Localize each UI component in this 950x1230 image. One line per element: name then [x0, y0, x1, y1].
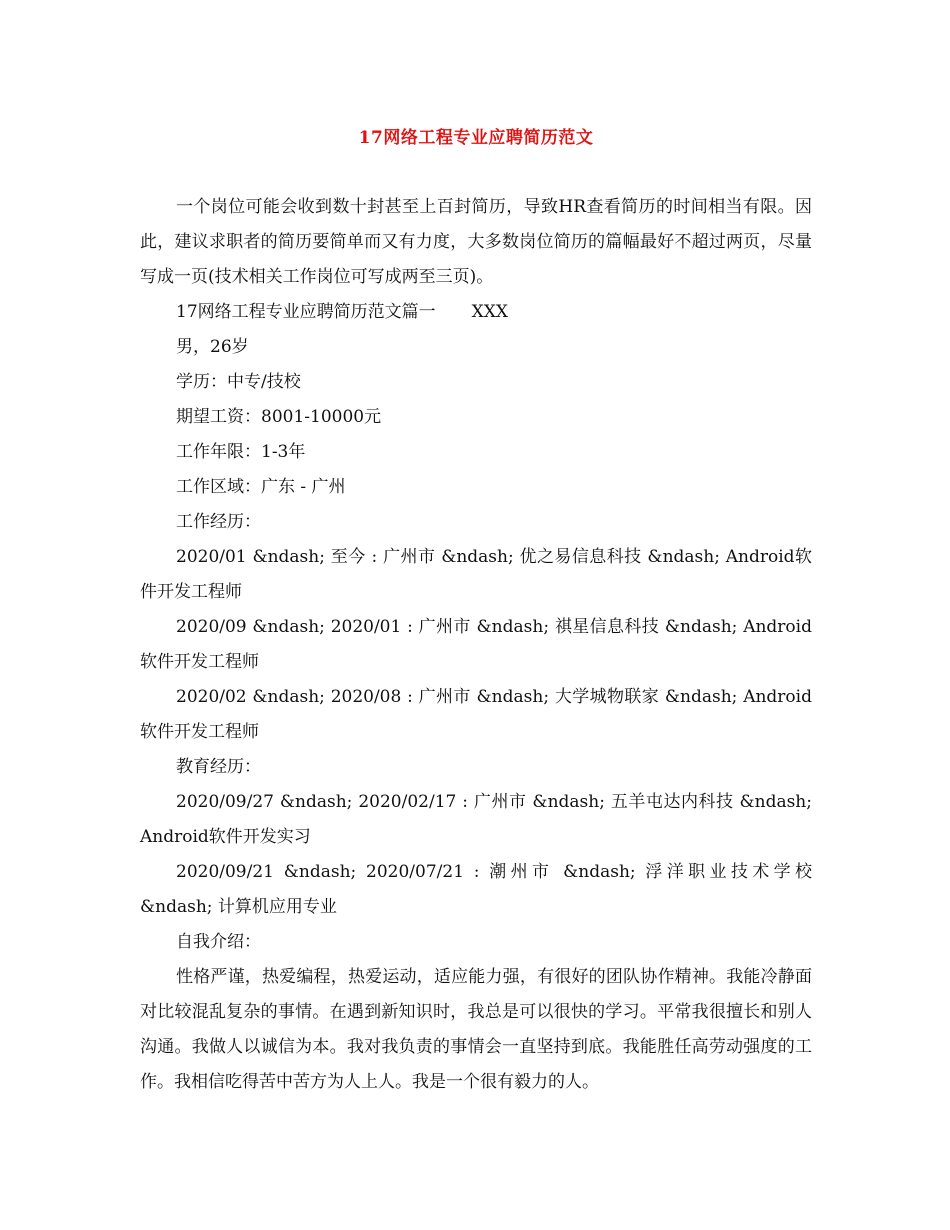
- work-history-item: 2020/02 &ndash; 2020/08 : 广州市 &ndash; 大学城物联家 &ndash; Android软件开发工程师: [140, 687, 812, 742]
- work-history-item: 2020/01 &ndash; 至今 : 广州市 &ndash; 优之易信息科技 &ndash; Android软件开发工程师: [140, 547, 812, 602]
- work-history-item: 2020/09 &ndash; 2020/01 : 广州市 &ndash; 祺星信息科技 &ndash; Android软件开发工程师: [140, 617, 812, 672]
- education-level: 学历：中专/技校: [176, 372, 301, 392]
- self-intro-paragraph: 性格严谨，热爱编程，热爱运动，适应能力强，有很好的团队协作精神。我能冷静面对比较混乱复杂的事情。在遇到新知识时，我总是可以很快的学习。平常我很擅长和别人沟通。我做人以诚信为本。我对我负责的事情会一直坚持到底。我能胜任高劳动强度的工作。我相信吃得苦中苦方为人上人。我是一个很有毅力的人。: [140, 967, 812, 1092]
- resume-heading: 17网络工程专业应聘简历范文篇一: [176, 302, 436, 322]
- gender-age: 男，26岁: [176, 337, 249, 357]
- self-intro-label: 自我介绍：: [176, 932, 261, 952]
- candidate-name: XXX: [471, 302, 508, 322]
- education-history-item: 2020/09/21 &ndash; 2020/07/21 : 潮州市 &ndash; 浮洋职业技术学校 &ndash; 计算机应用专业: [140, 862, 812, 917]
- education-history-label: 教育经历：: [176, 757, 261, 777]
- intro-paragraph: 一个岗位可能会收到数十封甚至上百封简历，导致HR查看简历的时间相当有限。因此，建议求职者的简历要简单而又有力度，大多数岗位简历的篇幅最好不超过两页，尽量写成一页(技术相关工作岗位可写成两至三页)。: [140, 197, 812, 287]
- work-history-label: 工作经历：: [176, 512, 261, 532]
- expected-salary: 期望工资：8001-10000元: [176, 407, 382, 427]
- work-area: 工作区域：广东 - 广州: [176, 477, 346, 497]
- work-years: 工作年限：1-3年: [176, 442, 306, 462]
- document-title: 17网络工程专业应聘简历范文: [358, 128, 594, 148]
- education-history-item: 2020/09/27 &ndash; 2020/02/17 : 广州市 &ndash; 五羊屯达内科技 &ndash; Android软件开发实习: [140, 792, 812, 847]
- document-page: [140, 0, 812, 1230]
- document-body: [140, 190, 812, 1100]
- resume-heading-line: [140, 295, 812, 330]
